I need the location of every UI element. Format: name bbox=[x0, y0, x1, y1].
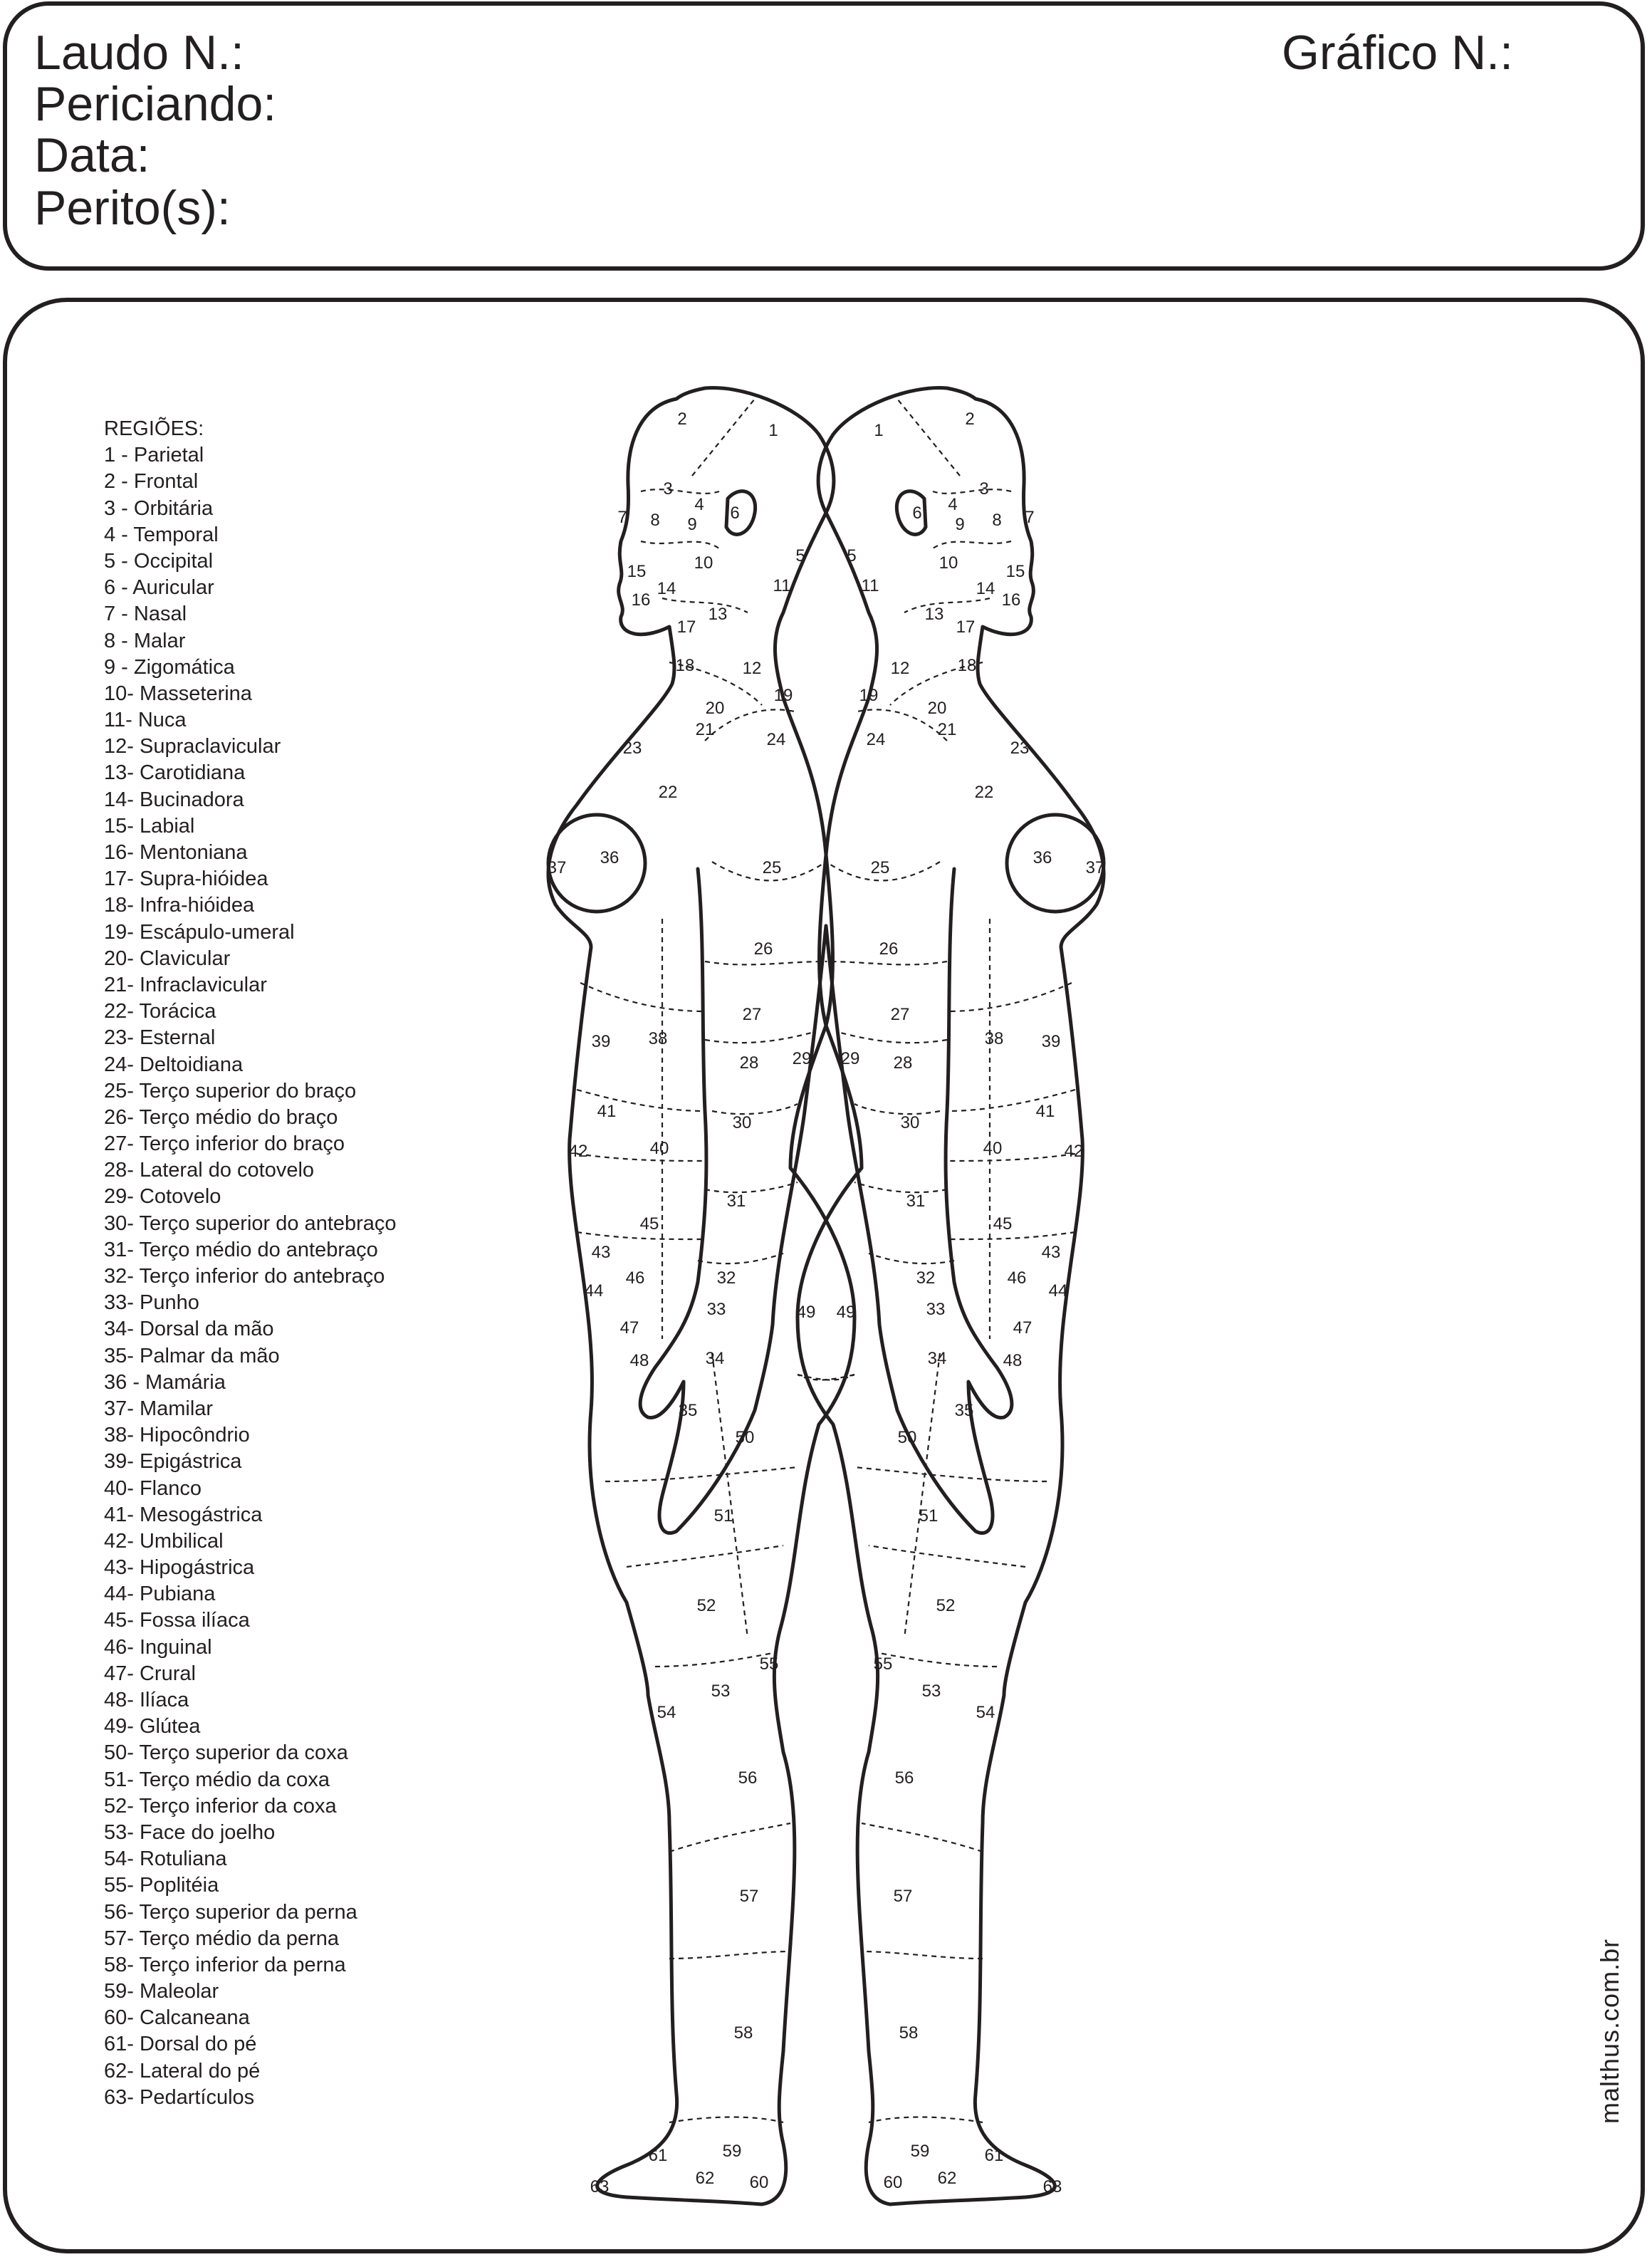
right-region-number: 45 bbox=[993, 1214, 1013, 1234]
legend-item: 62- Lateral do pé bbox=[104, 2059, 261, 2083]
legend-item: 63- Pedartículos bbox=[104, 2085, 255, 2109]
right-region-number: 6 bbox=[912, 504, 922, 523]
legend-item: 60- Calcaneana bbox=[104, 2006, 250, 2030]
right-region-number: 44 bbox=[1048, 1281, 1068, 1300]
legend-item: 56- Terço superior da perna bbox=[104, 1900, 357, 1924]
left-region-number: 55 bbox=[759, 1654, 779, 1674]
legend-item: 43- Hipogástrica bbox=[104, 1556, 255, 1580]
left-region-number: 10 bbox=[694, 553, 713, 573]
right-region-number: 37 bbox=[1085, 858, 1105, 877]
legend-item: 9 - Zigomática bbox=[104, 655, 235, 679]
legend-item: 31- Terço médio do antebraço bbox=[104, 1238, 378, 1261]
left-region-number: 14 bbox=[657, 579, 676, 598]
right-region-number: 47 bbox=[1013, 1318, 1032, 1338]
legend-item: 52- Terço inferior da coxa bbox=[104, 1794, 337, 1818]
legend-item: 61- Dorsal do pé bbox=[104, 2033, 257, 2056]
right-region-number: 1 bbox=[874, 421, 884, 440]
right-region-number: 55 bbox=[873, 1654, 893, 1674]
left-region-number: 36 bbox=[600, 848, 620, 867]
left-region-number: 49 bbox=[796, 1303, 816, 1322]
legend-item: 51- Terço médio da coxa bbox=[104, 1768, 330, 1791]
left-region-number: 19 bbox=[773, 686, 793, 705]
legend-item: 37- Mamilar bbox=[104, 1397, 214, 1420]
legend-item: 42- Umbilical bbox=[104, 1529, 224, 1553]
left-region-number: 53 bbox=[711, 1682, 731, 1701]
right-region-number: 12 bbox=[890, 659, 910, 678]
left-region-number: 27 bbox=[742, 1005, 762, 1024]
right-region-number: 17 bbox=[956, 617, 976, 637]
right-region-number: 49 bbox=[836, 1303, 856, 1322]
peritos-label: Perito(s): bbox=[34, 181, 231, 235]
right-region-number: 53 bbox=[921, 1682, 941, 1701]
legend-item: 40- Flanco bbox=[104, 1476, 202, 1500]
left-region-number: 4 bbox=[694, 495, 704, 514]
right-region-number: 18 bbox=[957, 656, 977, 675]
right-region-number: 22 bbox=[974, 783, 994, 802]
left-region-number: 39 bbox=[591, 1032, 611, 1051]
right-region-number: 19 bbox=[859, 686, 879, 705]
legend-item: 44- Pubiana bbox=[104, 1583, 216, 1606]
right-region-number: 51 bbox=[919, 1506, 939, 1526]
legend-item: 6 - Auricular bbox=[104, 576, 214, 600]
left-region-number: 3 bbox=[663, 479, 673, 499]
left-region-number: 2 bbox=[677, 410, 687, 429]
right-region-number: 9 bbox=[955, 515, 965, 534]
legend-item: 3 - Orbitária bbox=[104, 496, 214, 520]
left-region-number: 44 bbox=[584, 1281, 604, 1300]
left-region-number: 48 bbox=[629, 1351, 649, 1370]
legend-item: 59- Maleolar bbox=[104, 1980, 219, 2003]
right-region-number: 15 bbox=[1005, 562, 1025, 581]
legend-title: REGIÕES: bbox=[104, 417, 204, 440]
legend-item: 58- Terço inferior da perna bbox=[104, 1953, 346, 1976]
legend-item: 32- Terço inferior do antebraço bbox=[104, 1265, 385, 1288]
right-region-number: 54 bbox=[976, 1703, 995, 1722]
right-region-number: 40 bbox=[983, 1139, 1003, 1158]
left-region-number: 40 bbox=[649, 1139, 669, 1158]
right-region-number: 32 bbox=[916, 1268, 936, 1288]
legend-item: 14- Bucinadora bbox=[104, 788, 244, 811]
right-region-number: 39 bbox=[1041, 1032, 1061, 1051]
legend-item: 13- Carotidiana bbox=[104, 761, 246, 785]
right-region-number: 57 bbox=[893, 1887, 913, 1906]
left-region-number: 62 bbox=[695, 2169, 715, 2188]
left-region-number: 43 bbox=[591, 1243, 611, 1262]
left-region-number: 47 bbox=[620, 1318, 639, 1338]
legend-item: 18- Infra-hióidea bbox=[104, 894, 255, 917]
left-region-number: 16 bbox=[631, 590, 651, 610]
right-region-number: 61 bbox=[984, 2146, 1004, 2165]
right-region-number: 50 bbox=[897, 1428, 917, 1447]
laudo-number-label: Laudo N.: bbox=[34, 26, 244, 80]
legend-item: 24- Deltoidiana bbox=[104, 1053, 244, 1076]
left-region-number: 7 bbox=[617, 508, 627, 527]
legend-item: 22- Torácica bbox=[104, 1000, 216, 1023]
right-region-number: 42 bbox=[1064, 1142, 1084, 1161]
legend-item: 35- Palmar da mão bbox=[104, 1344, 280, 1367]
right-region-number: 58 bbox=[899, 2023, 919, 2043]
left-region-number: 51 bbox=[713, 1506, 733, 1526]
legend-item: 54- Rotuliana bbox=[104, 1847, 227, 1871]
right-region-number: 63 bbox=[1042, 2177, 1062, 2196]
legend-item: 57- Terço médio da perna bbox=[104, 1927, 339, 1950]
left-region-number: 52 bbox=[696, 1596, 716, 1615]
left-region-number: 12 bbox=[742, 659, 762, 678]
left-region-number: 45 bbox=[639, 1214, 659, 1234]
legend-item: 12- Supraclavicular bbox=[104, 735, 281, 759]
right-region-number: 31 bbox=[906, 1192, 926, 1211]
legend-item: 7 - Nasal bbox=[104, 603, 187, 626]
right-region-number: 35 bbox=[954, 1401, 974, 1420]
left-region-number: 63 bbox=[590, 2177, 610, 2196]
right-region-number: 13 bbox=[924, 605, 944, 624]
left-region-number: 46 bbox=[625, 1268, 645, 1288]
legend-item: 30- Terço superior do antebraço bbox=[104, 1211, 397, 1235]
left-region-number: 60 bbox=[749, 2173, 769, 2192]
legend-item: 55- Poplitéia bbox=[104, 1874, 219, 1897]
left-region-number: 37 bbox=[547, 858, 567, 877]
right-region-number: 8 bbox=[992, 511, 1002, 530]
left-region-number: 20 bbox=[705, 699, 725, 718]
left-region-number: 34 bbox=[705, 1349, 725, 1368]
legend-item: 25- Terço superior do braço bbox=[104, 1079, 357, 1103]
legend-item: 45- Fossa ilíaca bbox=[104, 1609, 250, 1632]
left-region-number: 8 bbox=[650, 511, 660, 530]
right-region-number: 27 bbox=[890, 1005, 910, 1024]
left-region-number: 24 bbox=[766, 730, 786, 749]
left-region-number: 21 bbox=[695, 720, 715, 739]
legend-item: 17- Supra-hióidea bbox=[104, 867, 268, 891]
right-region-number: 24 bbox=[866, 730, 886, 749]
right-region-number: 60 bbox=[883, 2173, 903, 2192]
legend-item: 49- Glútea bbox=[104, 1715, 201, 1739]
right-region-number: 2 bbox=[965, 410, 975, 429]
right-region-number: 21 bbox=[937, 720, 957, 739]
legend-item: 8 - Malar bbox=[104, 629, 186, 652]
right-region-number: 23 bbox=[1010, 739, 1030, 758]
right-region-number: 41 bbox=[1035, 1102, 1055, 1121]
right-region-number: 52 bbox=[936, 1596, 956, 1615]
right-region-number: 38 bbox=[984, 1029, 1004, 1048]
legend-item: 53- Face do joelho bbox=[104, 1820, 276, 1844]
right-region-lines bbox=[798, 399, 1075, 2122]
legend-item: 5 - Occipital bbox=[104, 549, 214, 573]
legend-item: 34- Dorsal da mão bbox=[104, 1318, 274, 1341]
left-region-number: 5 bbox=[795, 546, 805, 565]
left-region-number: 38 bbox=[648, 1029, 668, 1048]
legend-item: 26- Terço médio do braço bbox=[104, 1105, 338, 1129]
left-region-number: 31 bbox=[726, 1192, 746, 1211]
right-region-number: 10 bbox=[939, 553, 958, 573]
legend-item: 19- Escápulo-umeral bbox=[104, 920, 295, 944]
right-region-number: 62 bbox=[937, 2169, 957, 2188]
left-region-number: 11 bbox=[773, 576, 791, 595]
right-region-number: 26 bbox=[879, 939, 899, 959]
legend-item: 39- Epigástrica bbox=[104, 1450, 242, 1474]
right-region-number: 14 bbox=[976, 579, 995, 598]
right-region-number: 28 bbox=[893, 1053, 913, 1073]
legend-item: 29- Cotovelo bbox=[104, 1185, 221, 1209]
right-region-number: 4 bbox=[948, 495, 958, 514]
left-region-number: 57 bbox=[739, 1887, 759, 1906]
legend-item: 50- Terço superior da coxa bbox=[104, 1741, 348, 1765]
left-region-number: 22 bbox=[658, 783, 678, 802]
right-region-number: 33 bbox=[926, 1300, 946, 1319]
right-region-number: 36 bbox=[1032, 848, 1052, 867]
left-region-number: 35 bbox=[678, 1401, 698, 1420]
legend-item: 11- Nuca bbox=[104, 709, 187, 732]
left-region-number: 54 bbox=[657, 1703, 676, 1722]
legend-item: 36 - Mamária bbox=[104, 1370, 226, 1394]
legend-item: 27- Terço inferior do braço bbox=[104, 1132, 345, 1156]
right-region-number: 34 bbox=[927, 1349, 947, 1368]
legend-item: 1 - Parietal bbox=[104, 444, 204, 467]
legend-item: 10- Masseterina bbox=[104, 682, 252, 705]
legend-item: 15- Labial bbox=[104, 814, 195, 838]
legend-item: 21- Infraclavicular bbox=[104, 973, 267, 996]
legend-item: 20- Clavicular bbox=[104, 947, 231, 970]
legend-item: 48- Ilíaca bbox=[104, 1689, 189, 1711]
legend-item: 41- Mesogástrica bbox=[104, 1503, 263, 1526]
left-region-number: 6 bbox=[730, 504, 740, 523]
left-region-number: 30 bbox=[732, 1113, 752, 1132]
right-region-number: 3 bbox=[979, 479, 989, 499]
right-region-number: 5 bbox=[847, 546, 857, 565]
right-region-number: 20 bbox=[927, 699, 947, 718]
credit-text: malthus.com.br bbox=[1595, 1938, 1624, 2124]
left-region-number: 58 bbox=[733, 2023, 753, 2043]
right-region-number: 11 bbox=[861, 576, 879, 595]
left-region-number: 61 bbox=[648, 2146, 668, 2165]
left-region-number: 13 bbox=[708, 605, 728, 624]
date-label: Data: bbox=[34, 128, 150, 182]
left-region-number: 23 bbox=[622, 739, 642, 758]
left-region-number: 42 bbox=[568, 1142, 588, 1161]
left-region-number: 1 bbox=[768, 421, 778, 440]
right-region-number: 46 bbox=[1007, 1268, 1027, 1288]
right-region-number: 29 bbox=[840, 1049, 860, 1068]
legend-item: 2 - Frontal bbox=[104, 470, 199, 494]
left-region-number: 28 bbox=[739, 1053, 759, 1073]
left-region-number: 56 bbox=[738, 1768, 758, 1788]
left-region-number: 41 bbox=[597, 1102, 617, 1121]
legend-item: 16- Mentoniana bbox=[104, 841, 248, 864]
left-region-number: 26 bbox=[753, 939, 773, 959]
right-region-number: 43 bbox=[1041, 1243, 1061, 1262]
grafico-number-label: Gráfico N.: bbox=[1282, 26, 1513, 80]
legend-item: 47- Crural bbox=[104, 1662, 196, 1685]
left-region-number: 9 bbox=[687, 515, 697, 534]
left-region-number: 32 bbox=[716, 1268, 736, 1288]
left-region-number: 18 bbox=[675, 656, 695, 675]
left-region-number: 15 bbox=[627, 562, 647, 581]
legend-item: 38- Hipocôndrio bbox=[104, 1424, 250, 1447]
periciando-label: Periciando: bbox=[34, 77, 277, 131]
left-region-lines bbox=[577, 399, 857, 2122]
legend-item: 33- Punho bbox=[104, 1291, 199, 1315]
right-region-number: 56 bbox=[894, 1768, 914, 1788]
left-region-number: 25 bbox=[762, 858, 782, 877]
right-region-number: 16 bbox=[1001, 590, 1021, 610]
legend-item: 4 - Temporal bbox=[104, 523, 219, 546]
right-region-number: 48 bbox=[1003, 1351, 1023, 1370]
right-region-number: 7 bbox=[1025, 508, 1035, 527]
left-region-number: 50 bbox=[735, 1428, 755, 1447]
legend-item: 28- Lateral do cotovelo bbox=[104, 1159, 315, 1182]
left-region-number: 33 bbox=[706, 1300, 726, 1319]
right-region-number: 30 bbox=[900, 1113, 920, 1132]
left-region-number: 17 bbox=[676, 617, 696, 637]
right-region-number: 25 bbox=[870, 858, 890, 877]
legend-item: 23- Esternal bbox=[104, 1026, 216, 1050]
left-region-number: 29 bbox=[792, 1049, 812, 1068]
right-region-number: 59 bbox=[910, 2142, 930, 2161]
left-region-number: 59 bbox=[722, 2142, 742, 2161]
legend-item: 46- Inguinal bbox=[104, 1635, 212, 1659]
